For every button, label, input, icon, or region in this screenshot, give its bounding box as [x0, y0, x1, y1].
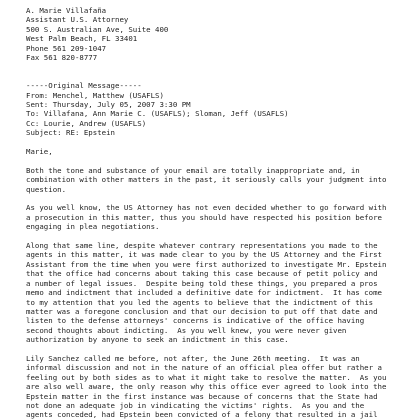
paragraph-1	[26, 166, 394, 194]
paragraph-2	[26, 203, 394, 231]
signature-phone: Phone 561 209-1047	[26, 43, 107, 53]
signature-title: Assistant U.S. Attorney	[26, 15, 129, 25]
signature-name: A. Marie Villafaña	[26, 6, 107, 15]
header-cc: Cc: Lourie, Andrew (USAFLS)	[26, 118, 147, 128]
body-line: matter was a foregone conclusion and that our decision to put off that date and	[26, 306, 378, 316]
body-line: feeling out by both sides as to what it might take to resolve the matter. As you	[26, 372, 387, 382]
signature-fax: Fax 561 820-8777	[26, 53, 98, 63]
body-line: authorization by anyone to seek an indictment in this case.	[26, 335, 289, 345]
body-line: As you well know, the US Attorney has not even decided whether to go forward with	[26, 203, 387, 213]
salutation: Marie,	[26, 147, 53, 157]
body-line: agents in this matter, it was made clear to you by the US Attorney and the First	[26, 250, 382, 260]
email-header	[26, 81, 394, 137]
body-line: Epstein matter in the first instance was because of concerns that the State had	[26, 391, 378, 401]
body-line: memo and indictment that included a definitive date for indictment. It has come	[26, 288, 382, 298]
body-line: Along that same line, despite whatever contrary representations you made to the	[26, 241, 378, 251]
body-line: Both the tone and substance of your email are totally inappropriate and, in	[26, 165, 360, 175]
body-line: combination with other matters in the past, it seriously calls your judgment into	[26, 175, 387, 185]
body-line: Lily Sanchez called me before, not after, the June 26th meeting. It was an	[26, 353, 360, 363]
signature-address-city: West Palm Beach, FL 33401	[26, 34, 138, 44]
header-subject: Subject: RE: Epstein	[26, 128, 115, 138]
paragraph-3	[26, 241, 394, 344]
body-line: question.	[26, 184, 67, 194]
header-sent: Sent: Thursday, July 05, 2007 3:30 PM	[26, 100, 191, 110]
signature-address-street: 500 S. Australian Ave, Suite 400	[26, 24, 169, 34]
body-line: to my attention that you led the agents to believe that the indictment of this	[26, 297, 374, 307]
body-line: a prosecution in this matter, thus you should have respected his position before	[26, 212, 382, 222]
body-line: that the office had concerns about taking this case because of petit policy and	[26, 269, 378, 279]
body-line: second thoughts about indicting. As you well knew, you were never given	[26, 325, 347, 335]
body-line: Assistant from the time when you were first authorized to investigate Mr. Epstein	[26, 259, 387, 269]
body-line: are also well aware, the only reason why this office ever agreed to look into the	[26, 382, 387, 392]
body-line: engaging in plea negotiations.	[26, 222, 160, 232]
body-line: not done an adequate job in vindicating the victims' rights. As you and the	[26, 400, 365, 410]
paragraph-4	[26, 354, 394, 420]
header-to: To: Villafana, Ann Marie C. (USAFLS); Sloman, Jeff (USAFLS)	[26, 109, 289, 119]
signature-block	[26, 6, 394, 62]
body-line: listen to the defense attorneys' concerns is indicative of the office having	[26, 316, 365, 326]
body-line: a number of legal issues. Despite being told these things, you prepared a pros	[26, 278, 378, 288]
header-from: From: Menchel, Matthew (USAFLS)	[26, 90, 164, 100]
body-line: informal discussion and not in the nature of an official plea offer but rather a	[26, 363, 382, 373]
body-line: agents conceded, had Epstein been convicted of a felony that resulted in a jail	[26, 410, 378, 420]
original-message-separator: -----Original Message-----	[26, 81, 142, 91]
